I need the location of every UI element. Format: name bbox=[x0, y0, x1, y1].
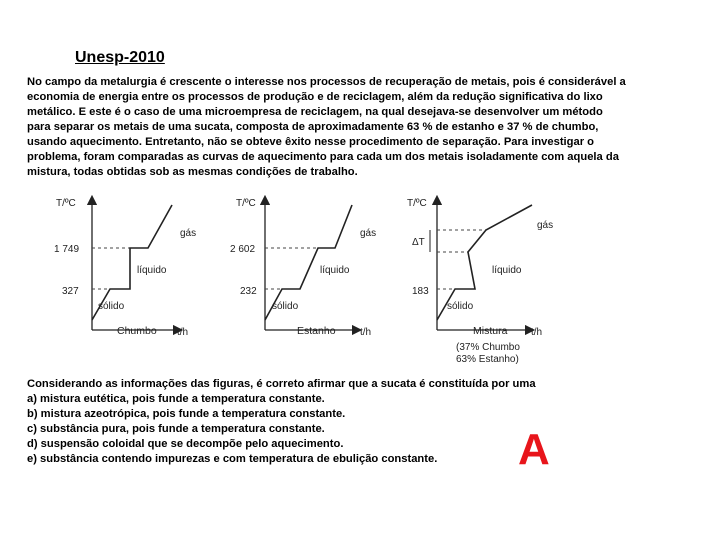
phase-liquid-label: líquido bbox=[492, 265, 522, 276]
paragraph-line: para separar os metais de uma sucata, composta de aproximadamente 63 % de estanho e 37 % de chumbo, bbox=[27, 121, 599, 133]
graph-name: Chumbo bbox=[117, 325, 157, 337]
melt-temp-label: 232 bbox=[240, 286, 257, 297]
composition-line: (37% Chumbo bbox=[456, 342, 520, 353]
composition-line: 63% Estanho) bbox=[456, 354, 519, 365]
option-d: d) suspensão coloidal que se decompõe pelo aquecimento. bbox=[27, 438, 344, 450]
graph-chumbo bbox=[54, 198, 196, 338]
y-axis-label: T/ºC bbox=[407, 198, 427, 209]
boil-temp-label: 1 749 bbox=[54, 244, 80, 255]
phase-gas-label: gás bbox=[360, 228, 377, 239]
phase-gas-label: gás bbox=[537, 220, 554, 231]
paragraph-line: metálico. E este é o caso de uma microempresa de reciclagem, na qual desejava-se desenvolver um método bbox=[27, 106, 603, 118]
x-axis-label: t/h bbox=[531, 327, 543, 338]
melt-temp-label: 327 bbox=[62, 286, 79, 297]
x-axis-label: t/h bbox=[177, 327, 189, 338]
question-block bbox=[27, 377, 536, 467]
phase-solid-label: sólido bbox=[272, 301, 299, 312]
phase-liquid-label: líquido bbox=[320, 265, 350, 276]
x-axis-label: t/h bbox=[360, 327, 372, 338]
boil-temp-label: 2 602 bbox=[230, 244, 256, 255]
page-title: Unesp-2010 bbox=[75, 49, 165, 66]
phase-gas-label: gás bbox=[180, 228, 197, 239]
delta-t-label: ΔT bbox=[412, 237, 425, 248]
phase-solid-label: sólido bbox=[447, 301, 474, 312]
option-b: b) mistura azeotrópica, pois funde a temperatura constante. bbox=[27, 408, 346, 420]
graph-name: Estanho bbox=[297, 325, 336, 337]
question-stem: Considerando as informações das figuras, é correto afirmar que a sucata é constituída por uma bbox=[27, 378, 536, 390]
phase-liquid-label: líquido bbox=[137, 265, 167, 276]
melt-temp-label: 183 bbox=[412, 286, 429, 297]
paragraph-line: mistura, todas obtidas sob as mesmas condições de trabalho. bbox=[27, 166, 358, 178]
graph-estanho bbox=[230, 198, 376, 338]
option-e: e) substância contendo impurezas e com temperatura de ebulição constante. bbox=[27, 453, 438, 465]
option-a: a) mistura eutética, pois funde a temperatura constante. bbox=[27, 393, 325, 405]
paragraph-line: problema, foram comparadas as curvas de aquecimento para cada um dos metais isoladamente com aquela da bbox=[27, 151, 619, 163]
option-c: c) substância pura, pois funde a temperatura constante. bbox=[27, 423, 325, 435]
phase-solid-label: sólido bbox=[98, 301, 125, 312]
answer-letter: A bbox=[518, 425, 550, 474]
paragraph-line: No campo da metalurgia é crescente o interesse nos processos de recuperação de metais, pois é considerável a bbox=[27, 76, 626, 88]
y-axis-label: T/ºC bbox=[56, 198, 76, 209]
graph-name: Mistura bbox=[473, 325, 508, 337]
y-axis-label: T/ºC bbox=[236, 198, 256, 209]
graph-mistura bbox=[407, 198, 553, 365]
paragraph-line: usando aquecimento. Entretanto, não se obteve êxito nesse procedimento de separação. Para investigar o bbox=[27, 136, 595, 148]
paragraph-line: economia de energia entre os processos de produção e de reciclagem, além da redução significativa do lixo bbox=[27, 91, 603, 103]
